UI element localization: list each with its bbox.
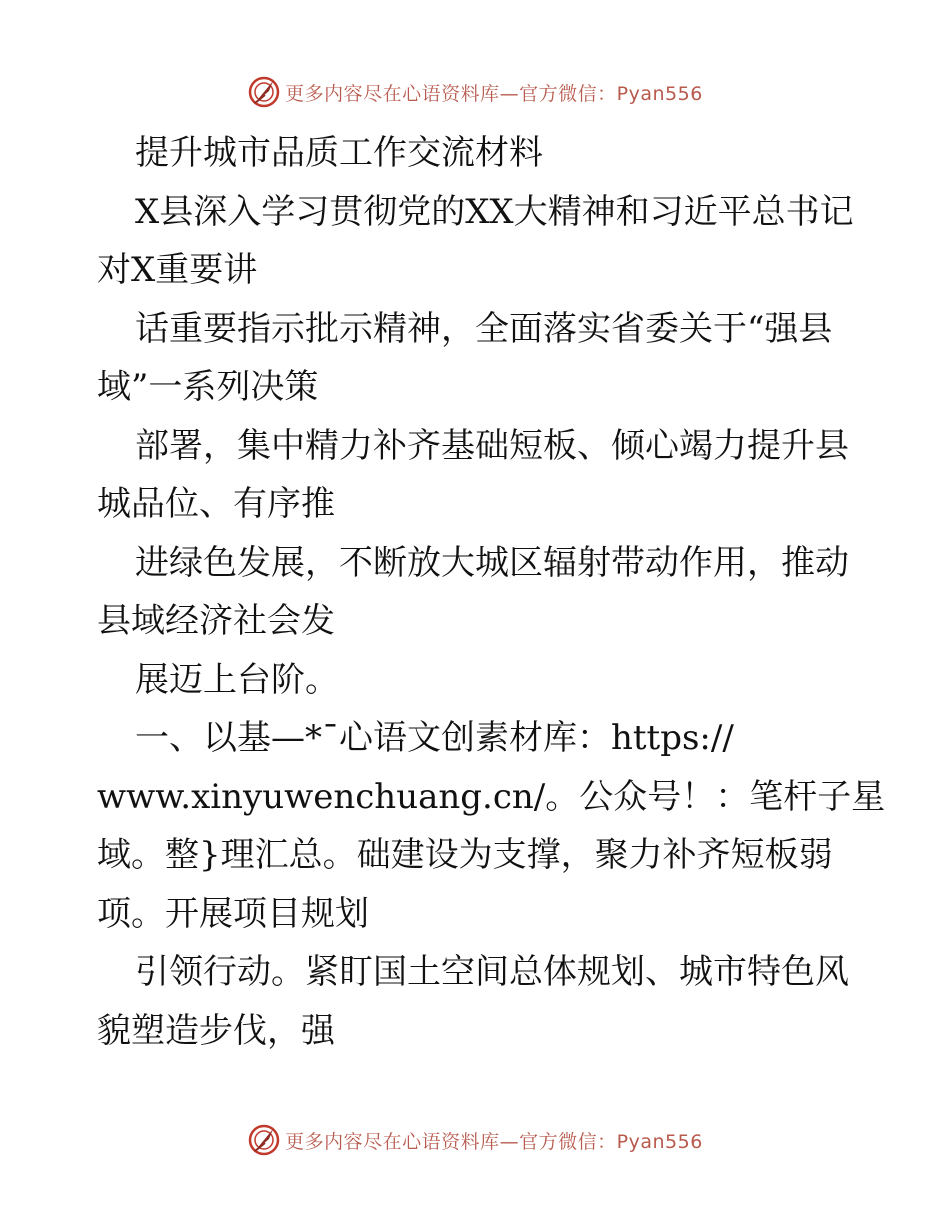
doc-line: 项。开展项目规划	[97, 893, 369, 934]
doc-line: 域。整}理汇总。础建设为支撑，聚力补齐短板弱	[97, 835, 833, 875]
doc-line: www.xinyuwenchuang.cn/。公众号！：笔杆子星	[97, 776, 886, 817]
doc-line: 域”一系列决策	[97, 367, 319, 407]
quill-logo-icon	[247, 75, 281, 109]
doc-line: 部署，集中精力补齐基础短板、倾心竭力提升县	[135, 425, 849, 466]
doc-line: 一、以基—*¯心语文创素材库：https://	[135, 718, 734, 758]
document-body	[97, 124, 886, 1060]
doc-line: 引领行动。紧盯国土空间总体规划、城市特色风	[135, 952, 849, 992]
doc-line: 城品位、有序推	[97, 484, 335, 524]
doc-line: 展迈上台阶。	[135, 659, 339, 700]
doc-line: 县域经济社会发	[97, 601, 335, 641]
doc-line: 对X重要讲	[97, 250, 258, 290]
quill-logo-icon	[247, 1123, 281, 1157]
doc-line: 进绿色发展，不断放大城区辐射带动作用，推动	[135, 542, 849, 583]
doc-title: 提升城市品质工作交流材料	[135, 133, 543, 173]
doc-line: 话重要指示批示精神，全面落实省委关于“强县	[135, 308, 833, 349]
doc-line: 貌塑造步伐，强	[97, 1010, 335, 1051]
header-banner-text: 更多内容尽在心语资料库—官方微信：Pyan556	[285, 82, 703, 105]
doc-line: X县深入学习贯彻党的XX大精神和习近平总书记	[135, 191, 854, 232]
footer-banner	[0, 1120, 950, 1160]
footer-banner-text: 更多内容尽在心语资料库—官方微信：Pyan556	[285, 1130, 703, 1153]
header-banner	[0, 72, 950, 112]
